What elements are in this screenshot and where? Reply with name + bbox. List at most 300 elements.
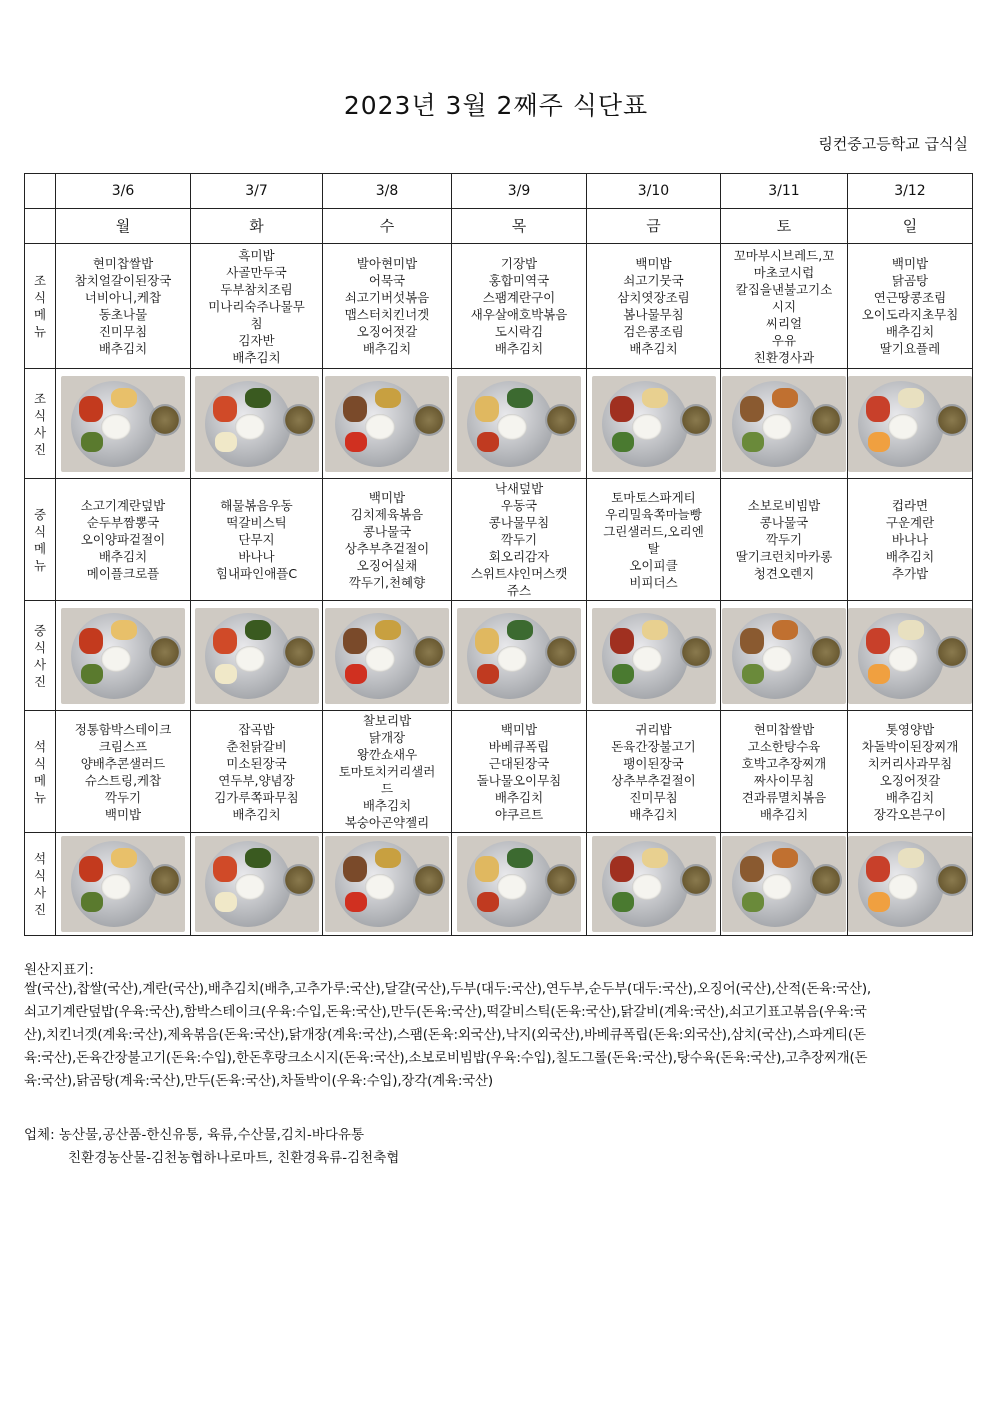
date-cell: 3/9 [452,174,587,209]
soup-bowl-shape [283,404,315,436]
weekday-cell: 일 [848,209,973,244]
dinner-menu-cell [587,711,721,833]
breakfast-photo-cell [191,369,323,479]
menu-item: 백미밥 [635,256,672,271]
menu-item: 김치제육볶음 [350,506,424,522]
soup-bowl-shape [413,404,445,436]
lunch-photo-cell [848,601,973,711]
soup-bowl-shape [413,864,445,896]
menu-item: 닭곰탕 [891,273,929,288]
soup-bowl-shape [936,636,968,668]
dinner-photo-cell [191,833,323,936]
meal-photo [722,376,846,472]
menu-item: 톳영양밥 [885,721,935,737]
rice-shape [101,646,131,672]
side-dish-shape [772,620,798,640]
menu-item: 배추김치 [232,806,281,822]
rice-shape [235,874,265,900]
menu-item: 장각오븐구이 [873,806,947,822]
menu-item: 현미찹쌀밥 [753,721,815,737]
meal-photo [457,376,581,472]
breakfast-menu-cell [191,244,323,369]
menu-item: 흑미밥 [238,247,275,263]
meal-photo [195,608,319,704]
side-dish-shape [477,892,499,912]
menu-item: 차돌박이된장찌개 [861,738,959,754]
menu-item: 김자반 [238,332,275,348]
menu-item: 토마토치커리샐러 [338,764,436,779]
lunch-menu-cell [452,479,587,601]
breakfast-photo-row [25,369,973,479]
lunch-photo-cell [587,601,721,711]
side-dish-shape [375,620,401,640]
soup-bowl-shape [545,404,577,436]
lunch-photo-cell [721,601,848,711]
side-dish-shape [79,628,103,654]
meal-photo [848,608,972,704]
vendor-line: 업체: 농산물,공산품-한신유통, 육류,수산물,김치-바다유통 [24,1127,364,1143]
row-label-char: 석 [33,851,47,866]
menu-item: 크림스프 [98,738,148,754]
side-dish-shape [375,848,401,868]
lunch-menu-label [25,479,56,601]
meal-photo [848,376,972,472]
row-label-char: 식 [33,523,47,539]
date-cell: 3/12 [848,174,973,209]
row-label-char: 식 [33,290,47,305]
meal-photo [848,836,972,932]
vendor-line: 친환경농산물-김천농협하나로마트, 친환경육류-김천축협 [68,1150,400,1166]
side-dish-shape [642,848,668,868]
origin-line: 쇠고기계란덮밥(우육:국산),함박스테이크(우육:수입,돈육:국산),만두(돈육:국산),떡갈비스틱(돈육:국산),닭갈비(계육:국산),쇠고기표고볶음(우육:국 [24,1004,867,1020]
weekday-cell: 수 [323,209,452,244]
side-dish-shape [475,396,499,422]
breakfast-menu-cell [721,244,848,369]
meal-photo [592,836,716,932]
soup-bowl-shape [545,864,577,896]
menu-item: 바베큐폭립 [488,738,550,754]
side-dish-shape [612,664,634,684]
side-dish-shape [213,396,237,422]
menu-item: 씨리얼 [765,315,803,331]
weekday-cell: 토 [721,209,848,244]
weekday-cell: 목 [452,209,587,244]
row-label-char: 메 [33,772,47,788]
dinner-photo-cell [56,833,191,936]
menu-item: 오이도라지초무침 [861,307,959,322]
lunch-photo-label [25,601,56,711]
meal-photo [325,376,449,472]
dinner-photo-cell [452,833,587,936]
menu-item: 침 [250,315,263,331]
breakfast-menu-cell [452,244,587,369]
side-dish-shape [772,848,798,868]
menu-item: 소보로비빔밥 [747,498,821,513]
breakfast-menu-cell [587,244,721,369]
menu-item: 청견오렌지 [753,566,815,581]
menu-item: 근대된장국 [488,755,550,771]
breakfast-photo-cell [587,369,721,479]
menu-item: 어묵국 [368,273,406,288]
lunch-menu-cell [848,479,973,601]
soup-bowl-shape [545,636,577,668]
menu-item: 미소된장국 [226,755,287,771]
menu-item: 맵스터치킨너겟 [344,307,430,322]
rice-shape [497,646,527,672]
side-dish-shape [642,620,668,640]
menu-item: 호박고추장찌개 [741,755,827,771]
breakfast-menu-cell [323,244,452,369]
side-dish-shape [507,388,533,408]
side-dish-shape [245,388,271,408]
lunch-menu-cell [323,479,452,601]
row-label-char: 뉴 [33,557,47,573]
meal-photo [457,836,581,932]
menu-item: 토마토스파게티 [611,489,696,505]
dinner-photo-row [25,833,973,936]
meal-photo [195,836,319,932]
menu-item: 오이양파겉절이 [80,532,166,547]
origin-line: 쌀(국산),찹쌀(국산),계란(국산),배추김치(배추,고추가루:국산),달걀(국산),두부(대두:국산),연두부,순두부(대두:국산),오징어(국산),산적(돈육:국산), [24,981,872,997]
menu-item: 배추김치 [629,341,678,356]
menu-item: 상추부추겉절이 [611,772,696,788]
menu-item: 컵라면 [891,498,929,513]
menu-item: 꼬마부시브레드,꼬 [733,247,835,263]
lunch-photo-cell [191,601,323,711]
menu-item: 너비아니,케찹 [84,290,162,305]
rice-shape [632,874,662,900]
origin-line: 육:국산),닭곰탕(계육:국산),만두(돈육:국산),차돌박이(우육:수입),장각(계육:국산) [24,1073,493,1089]
menu-item: 팽이된장국 [623,755,684,771]
side-dish-shape [215,664,237,684]
menu-item: 정통함박스테이크 [74,721,172,737]
menu-item: 시지 [771,298,797,314]
menu-item: 구운계란 [885,515,935,530]
menu-item: 바나나 [891,532,929,547]
soup-bowl-shape [810,864,842,896]
menu-item: 쥬스 [506,583,532,598]
rice-shape [365,874,395,900]
menu-item: 딸기크런치마카롱 [735,549,833,564]
row-label-char: 메 [33,307,47,322]
menu-item: 쇠고기버섯볶음 [344,290,430,305]
menu-item: 스팸계란구이 [482,290,556,305]
menu-item: 순두부짬뽕국 [86,515,160,530]
menu-item: 새우살애호박볶음 [470,307,568,322]
breakfast-photo-cell [323,369,452,479]
side-dish-shape [612,432,634,452]
menu-item: 상추부추겉절이 [344,540,430,556]
rice-shape [365,646,395,672]
menu-item: 그린샐러드,오리엔 [603,523,704,539]
menu-item: 콩나물국 [759,515,809,530]
rice-shape [888,646,918,672]
row-label-char: 진 [33,441,47,457]
side-dish-shape [507,620,533,640]
side-dish-shape [477,664,499,684]
row-label-char: 석 [33,738,47,754]
side-dish-shape [343,628,367,654]
menu-item: 배추김치 [362,341,412,356]
weekday-cell: 금 [587,209,721,244]
side-dish-shape [866,856,890,882]
menu-item: 두부참치조림 [220,281,293,297]
breakfast-menu-label [25,244,56,369]
menu-item: 친환경사과 [753,349,815,365]
dinner-photo-label [25,833,56,936]
meal-photo [592,608,716,704]
meal-menu-table [24,173,973,936]
dinner-menu-cell [56,711,191,833]
corner-cell [25,209,56,244]
side-dish-shape [742,664,764,684]
lunch-photo-row [25,601,973,711]
dinner-photo-cell [587,833,721,936]
date-cell: 3/7 [191,174,323,209]
menu-item: 바나나 [238,549,275,564]
menu-item: 왕깐쇼새우 [356,747,418,762]
menu-item: 도시락김 [494,324,544,339]
side-dish-shape [215,432,237,452]
dinner-photo-cell [323,833,452,936]
lunch-photo-cell [56,601,191,711]
side-dish-shape [245,848,271,868]
menu-item: 돌나물오이무침 [476,772,562,788]
weekday-cell: 화 [191,209,323,244]
rice-shape [365,414,395,440]
menu-item: 콩나물국 [362,523,412,539]
rice-shape [235,646,265,672]
side-dish-shape [740,628,764,654]
soup-bowl-shape [936,864,968,896]
meal-photo [325,836,449,932]
dinner-menu-cell [191,711,323,833]
soup-bowl-shape [149,404,181,436]
menu-item: 치커리사과무침 [867,755,953,771]
menu-item: 찰보리밥 [362,713,412,728]
row-label-char: 식 [33,407,47,423]
dinner-menu-cell [721,711,848,833]
row-label-char: 사 [33,424,47,440]
menu-item: 복숭아곤약젤리 [344,815,430,830]
side-dish-shape [81,892,103,912]
meal-photo [722,608,846,704]
menu-item: 검은콩조림 [623,324,684,339]
row-label-char: 식 [33,755,47,771]
side-dish-shape [868,664,890,684]
side-dish-shape [345,664,367,684]
school-cafeteria-label: 링컨중고등학교 급식실 [818,135,968,153]
side-dish-shape [213,628,237,654]
menu-item: 해물볶음우동 [220,498,293,513]
menu-item: 참치얼갈이된장국 [74,273,172,288]
rice-shape [632,646,662,672]
date-cell: 3/6 [56,174,191,209]
rice-shape [762,874,792,900]
side-dish-shape [868,432,890,452]
rice-shape [101,414,131,440]
side-dish-shape [612,892,634,912]
side-dish-shape [898,388,924,408]
menu-item: 연근땅콩조림 [873,290,947,305]
side-dish-shape [866,396,890,422]
side-dish-shape [742,892,764,912]
side-dish-shape [345,892,367,912]
soup-bowl-shape [680,864,712,896]
side-dish-shape [475,856,499,882]
rice-shape [497,874,527,900]
menu-item: 오징어젓갈 [356,324,418,339]
menu-item: 우리밀육쪽마늘빵 [605,506,702,522]
menu-item: 배추김치 [98,341,148,356]
menu-item: 발아현미밥 [356,256,418,271]
side-dish-shape [81,432,103,452]
meal-photo [457,608,581,704]
corner-cell [25,174,56,209]
menu-item: 우동국 [500,498,538,513]
rice-shape [762,414,792,440]
dinner-menu-label [25,711,56,833]
rice-shape [632,414,662,440]
menu-item: 회오리감자 [488,549,550,564]
rice-shape [888,414,918,440]
menu-item: 배추김치 [362,798,412,813]
soup-bowl-shape [936,404,968,436]
side-dish-shape [213,856,237,882]
date-cell: 3/10 [587,174,721,209]
menu-item: 낙새덮밥 [494,481,544,496]
menu-item: 백미밥 [500,721,538,737]
row-label-char: 뉴 [33,324,47,339]
menu-item: 마초코시럽 [753,264,815,280]
lunch-menu-cell [56,479,191,601]
menu-item: 오이피클 [629,557,678,573]
lunch-menu-cell [721,479,848,601]
side-dish-shape [475,628,499,654]
menu-item: 드 [380,781,394,796]
side-dish-shape [507,848,533,868]
meal-photo [195,376,319,472]
menu-item: 미나리숙주나물무 [208,298,305,314]
date-cell: 3/11 [721,174,848,209]
soup-bowl-shape [283,864,315,896]
row-label-char: 진 [33,673,47,689]
origin-info [24,978,970,1093]
side-dish-shape [740,396,764,422]
dinner-photo-cell [721,833,848,936]
menu-item: 배추김치 [232,349,281,365]
meal-photo [61,836,185,932]
menu-item: 단무지 [238,532,275,547]
rice-shape [497,414,527,440]
meal-photo [722,836,846,932]
side-dish-shape [343,396,367,422]
menu-item: 배추김치 [885,324,935,339]
menu-item: 춘천닭갈비 [226,738,287,754]
soup-bowl-shape [283,636,315,668]
menu-item: 힘내파인애플C [215,566,298,581]
menu-item: 깍두기 [765,532,803,547]
side-dish-shape [343,856,367,882]
row-label-char: 사 [33,885,47,900]
soup-bowl-shape [680,404,712,436]
dinner-menu-cell [848,711,973,833]
side-dish-shape [79,856,103,882]
menu-item: 딸기요플레 [879,341,941,356]
menu-item: 돈육간장불고기 [611,738,696,754]
dinner-menu-cell [452,711,587,833]
weekday-row [25,209,973,244]
side-dish-shape [245,620,271,640]
row-label-char: 사 [33,656,47,672]
menu-item: 잡곡밥 [238,721,275,737]
side-dish-shape [111,620,137,640]
rice-shape [235,414,265,440]
soup-bowl-shape [149,636,181,668]
side-dish-shape [111,848,137,868]
menu-item: 백미밥 [368,489,406,505]
dinner-photo-cell [848,833,973,936]
row-label-char: 조 [33,390,47,406]
breakfast-photo-cell [56,369,191,479]
side-dish-shape [740,856,764,882]
side-dish-shape [345,432,367,452]
row-label-char: 중 [33,622,47,638]
menu-item: 백미밥 [891,256,929,271]
menu-item: 탈 [647,540,660,556]
row-label-char: 식 [33,868,47,883]
side-dish-shape [642,388,668,408]
lunch-photo-cell [452,601,587,711]
soup-bowl-shape [680,636,712,668]
side-dish-shape [868,892,890,912]
menu-item: 짜사이무침 [753,772,815,788]
menu-item: 동초나물 [98,307,148,322]
breakfast-menu-cell [848,244,973,369]
menu-item: 메이플크로플 [86,566,160,581]
menu-item: 소고기계란덮밥 [80,498,166,513]
side-dish-shape [772,388,798,408]
menu-item: 진미무침 [98,324,148,339]
origin-label: 원산지표기: [24,962,94,978]
vendor-info [24,1124,399,1170]
menu-item: 배추김치 [494,789,544,805]
dinner-menu-row [25,711,973,833]
date-cell: 3/8 [323,174,452,209]
side-dish-shape [610,856,634,882]
menu-item: 스위트샤인머스캣 [470,566,568,581]
menu-item: 배추김치 [885,549,935,564]
breakfast-menu-row [25,244,973,369]
side-dish-shape [215,892,237,912]
menu-item: 기장밥 [500,256,538,271]
breakfast-photo-cell [452,369,587,479]
menu-item: 귀리밥 [635,721,672,737]
menu-item: 비피더스 [629,574,678,590]
side-dish-shape [898,848,924,868]
menu-item: 떡갈비스틱 [226,515,287,530]
menu-item: 견과류멸치볶음 [741,789,827,805]
menu-item: 닭개장 [368,730,406,745]
menu-item: 고소한탕수육 [747,738,821,754]
side-dish-shape [477,432,499,452]
menu-item: 우유 [771,332,797,348]
menu-item: 슈스트링,케찹 [84,772,162,788]
side-dish-shape [111,388,137,408]
side-dish-shape [610,396,634,422]
breakfast-photo-cell [721,369,848,479]
row-label-char: 중 [33,506,47,522]
